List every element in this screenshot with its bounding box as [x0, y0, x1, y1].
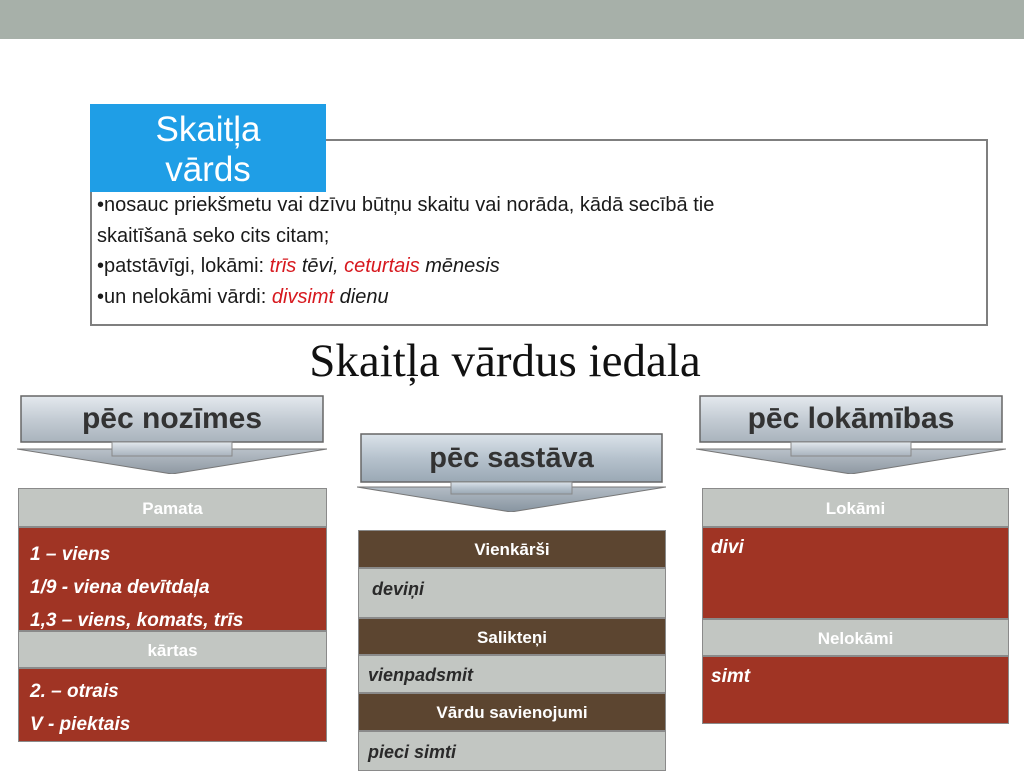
- table-header-saliktenI: Salikteņi: [358, 618, 666, 655]
- table-body-kartas: [18, 668, 327, 742]
- table-header-lokami: Lokāmi: [702, 488, 1009, 527]
- table-header-nelokami: Nelokāmi: [702, 619, 1009, 656]
- arrow-pec-sastava: [357, 432, 666, 512]
- example-tris: trīs: [269, 255, 297, 277]
- section-heading: Skaitļa vārdus iedala: [309, 335, 701, 387]
- line4-prefix: •un nelokāmi vārdi:: [97, 285, 272, 308]
- definition-title-box: [90, 104, 326, 192]
- definition-line-1: •nosauc priekšmetu vai dzīvu būtņu skaitu vai norāda, kādā secībā tie: [97, 194, 715, 216]
- top-bar: [0, 0, 1024, 39]
- arrow-label: pēc lokāmības: [747, 402, 955, 435]
- table-pec-lokamibas: [702, 488, 1009, 724]
- definition-line-4: [97, 282, 977, 313]
- table-pec-sastava: [358, 530, 666, 771]
- table-body-pamata: [18, 527, 327, 631]
- example-divsimt: divsimt: [271, 285, 335, 308]
- example-menesis: mēnesis: [419, 255, 500, 277]
- list-item: V - piektais: [30, 714, 131, 735]
- arrow-label: pēc nozīmes: [81, 402, 263, 435]
- table-pec-nozimes: [18, 488, 327, 742]
- definition-text: [97, 190, 977, 312]
- table-body-lokami: divi: [702, 527, 1009, 619]
- table-body-saliktenI: vienpadsmit: [358, 655, 666, 693]
- example-dienu: dienu: [334, 285, 389, 308]
- table-body-vienkarsi: deviņi: [358, 568, 666, 618]
- table-header-vardu-savienojumi: Vārdu savienojumi: [358, 693, 666, 731]
- table-header-kartas: kārtas: [18, 631, 327, 668]
- list-item: 1 – viens: [30, 544, 111, 565]
- table-header-vienkarsi: Vienkārši: [358, 530, 666, 568]
- arrow-pec-lokamibas: [696, 394, 1006, 474]
- title-line-1: Skaitļa: [155, 110, 261, 149]
- title-line-2: vārds: [165, 150, 251, 189]
- list-item: 1/9 - viena devītdaļa: [30, 577, 210, 598]
- example-ceturtais: ceturtais: [344, 255, 420, 277]
- table-header-pamata: Pamata: [18, 488, 327, 527]
- list-item: 1,3 – viens, komats, trīs: [30, 610, 244, 631]
- table-body-nelokami: simt: [702, 656, 1009, 724]
- arrow-label: pēc sastāva: [429, 442, 594, 474]
- list-item: 2. – otrais: [30, 681, 119, 702]
- definition-line-3: [97, 251, 977, 282]
- table-body-vardu-savienojumi: pieci simti: [358, 731, 666, 771]
- definition-line-2: skaitīšanā seko cits citam;: [97, 224, 330, 247]
- arrow-pec-nozimes: [17, 394, 327, 474]
- example-tevi: tēvi,: [296, 255, 345, 277]
- line3-prefix: •patstāvīgi, lokāmi:: [97, 255, 270, 277]
